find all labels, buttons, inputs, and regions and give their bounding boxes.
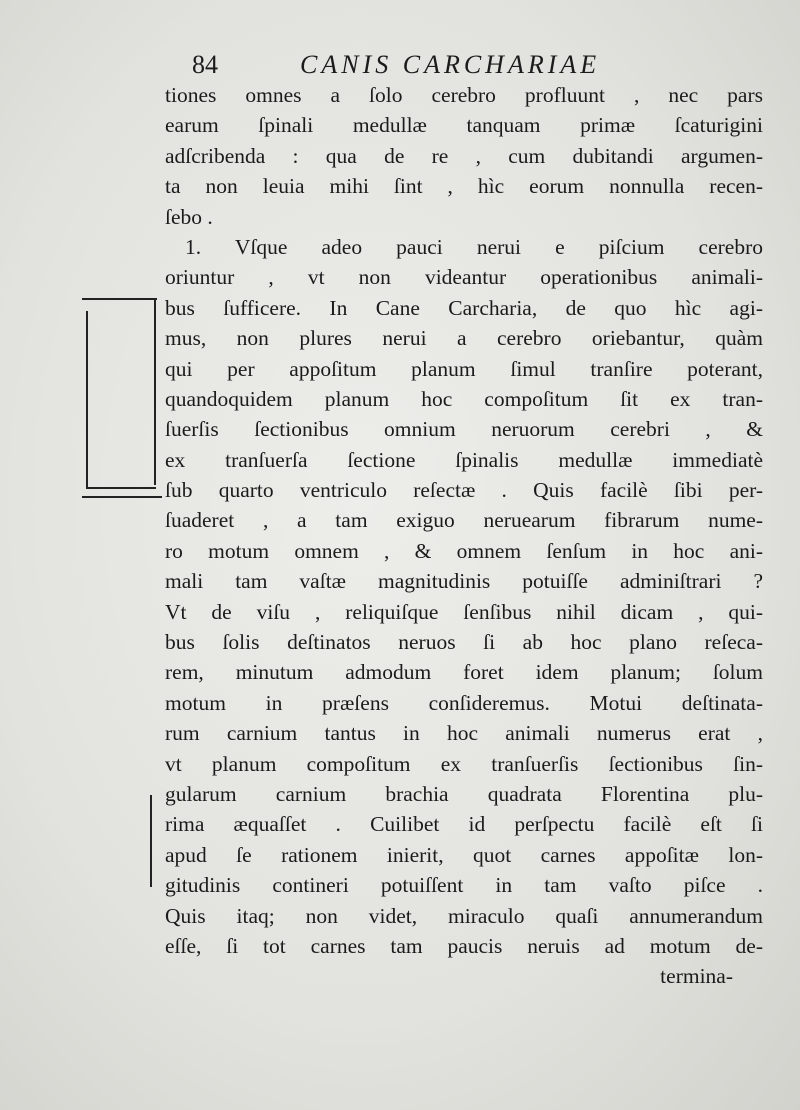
text-line: ſebo . xyxy=(165,204,213,229)
margin-bracket-top-rule xyxy=(82,298,157,300)
text-line: mali tam vaſtæ magnitudinis potuiſſe adminiſtrari ? xyxy=(165,569,763,594)
running-title: CANIS CARCHARIAE xyxy=(300,50,601,79)
text-line: gularum carnium brachia quadrata Florentina plu- xyxy=(165,781,763,806)
text-line: ſuerſis ſectionibus omnium neruorum cerebri , & xyxy=(165,417,763,442)
text-line: ta non leuia mihi ſint , hìc eorum nonnulla recen- xyxy=(165,174,763,199)
margin-vertical-mark xyxy=(150,795,152,887)
text-line: motum in præſens conſideremus. Motui deſtinata- xyxy=(165,690,763,715)
text-line: Vt de viſu , reliquiſque ſenſibus nihil dicam , qui- xyxy=(165,599,763,624)
text-line: ſub quarto ventriculo reſectæ . Quis facilè ſibi per- xyxy=(165,478,763,503)
text-line: quandoquidem planum hoc compoſitum ſit ex tran- xyxy=(165,386,763,411)
text-line: oriuntur , vt non videantur operationibus animali- xyxy=(165,265,763,290)
text-line: qui per appoſitum planum ſimul tranſire poterant, xyxy=(165,356,763,381)
margin-bracket-bottom xyxy=(86,487,156,489)
text-line: apud ſe rationem inierit, quot carnes appoſitæ lon- xyxy=(165,842,763,867)
margin-bracket-left xyxy=(86,311,88,487)
text-line: eſſe, ſi tot carnes tam paucis neruis ad motum de- xyxy=(165,933,763,958)
text-line: mus, non plures nerui a cerebro oriebantur, quàm xyxy=(165,326,763,351)
text-line: rum carnium tantus in hoc animali numerus erat , xyxy=(165,721,763,746)
text-line: vt planum compoſitum ex tranſuerſis ſectionibus ſin- xyxy=(165,751,763,776)
text-line: ſuaderet , a tam exiguo neruearum fibrarum nume- xyxy=(165,508,763,533)
text-line: adſcribenda : qua de re , cum dubitandi argumen- xyxy=(165,143,763,168)
text-line: tiones omnes a ſolo cerebro profluunt , nec pars xyxy=(165,83,763,107)
catchword: termina- xyxy=(660,964,733,989)
text-line: rem, minutum admodum foret idem planum; ſolum xyxy=(165,660,763,685)
text-line: gitudinis contineri potuiſſent in tam vaſto piſce . xyxy=(165,873,763,898)
body-text xyxy=(165,80,763,992)
margin-bracket-right xyxy=(154,300,156,485)
text-line: Quis itaq; non videt, miraculo quaſi annumerandum xyxy=(165,903,763,928)
page-number: 84 xyxy=(192,50,218,79)
margin-bracket-bottom-rule xyxy=(82,496,162,498)
text-line: rima æquaſſet . Cuilibet id perſpectu facilè eſt ſi xyxy=(165,812,763,837)
text-line: bus ſolis deſtinatos neruos ſi ab hoc plano reſeca- xyxy=(165,630,763,655)
text-line: bus ſufficere. In Cane Carcharia, de quo hìc agi- xyxy=(165,295,763,320)
text-line: ro motum omnem , & omnem ſenſum in hoc ani- xyxy=(165,538,763,563)
text-line: ex tranſuerſa ſectione ſpinalis medullæ immediatè xyxy=(165,447,763,472)
text-line: 1. Vſque adeo pauci nerui e piſcium cerebro xyxy=(185,234,763,259)
text-line: earum ſpinali medullæ tanquam primæ ſcaturigini xyxy=(165,113,763,138)
